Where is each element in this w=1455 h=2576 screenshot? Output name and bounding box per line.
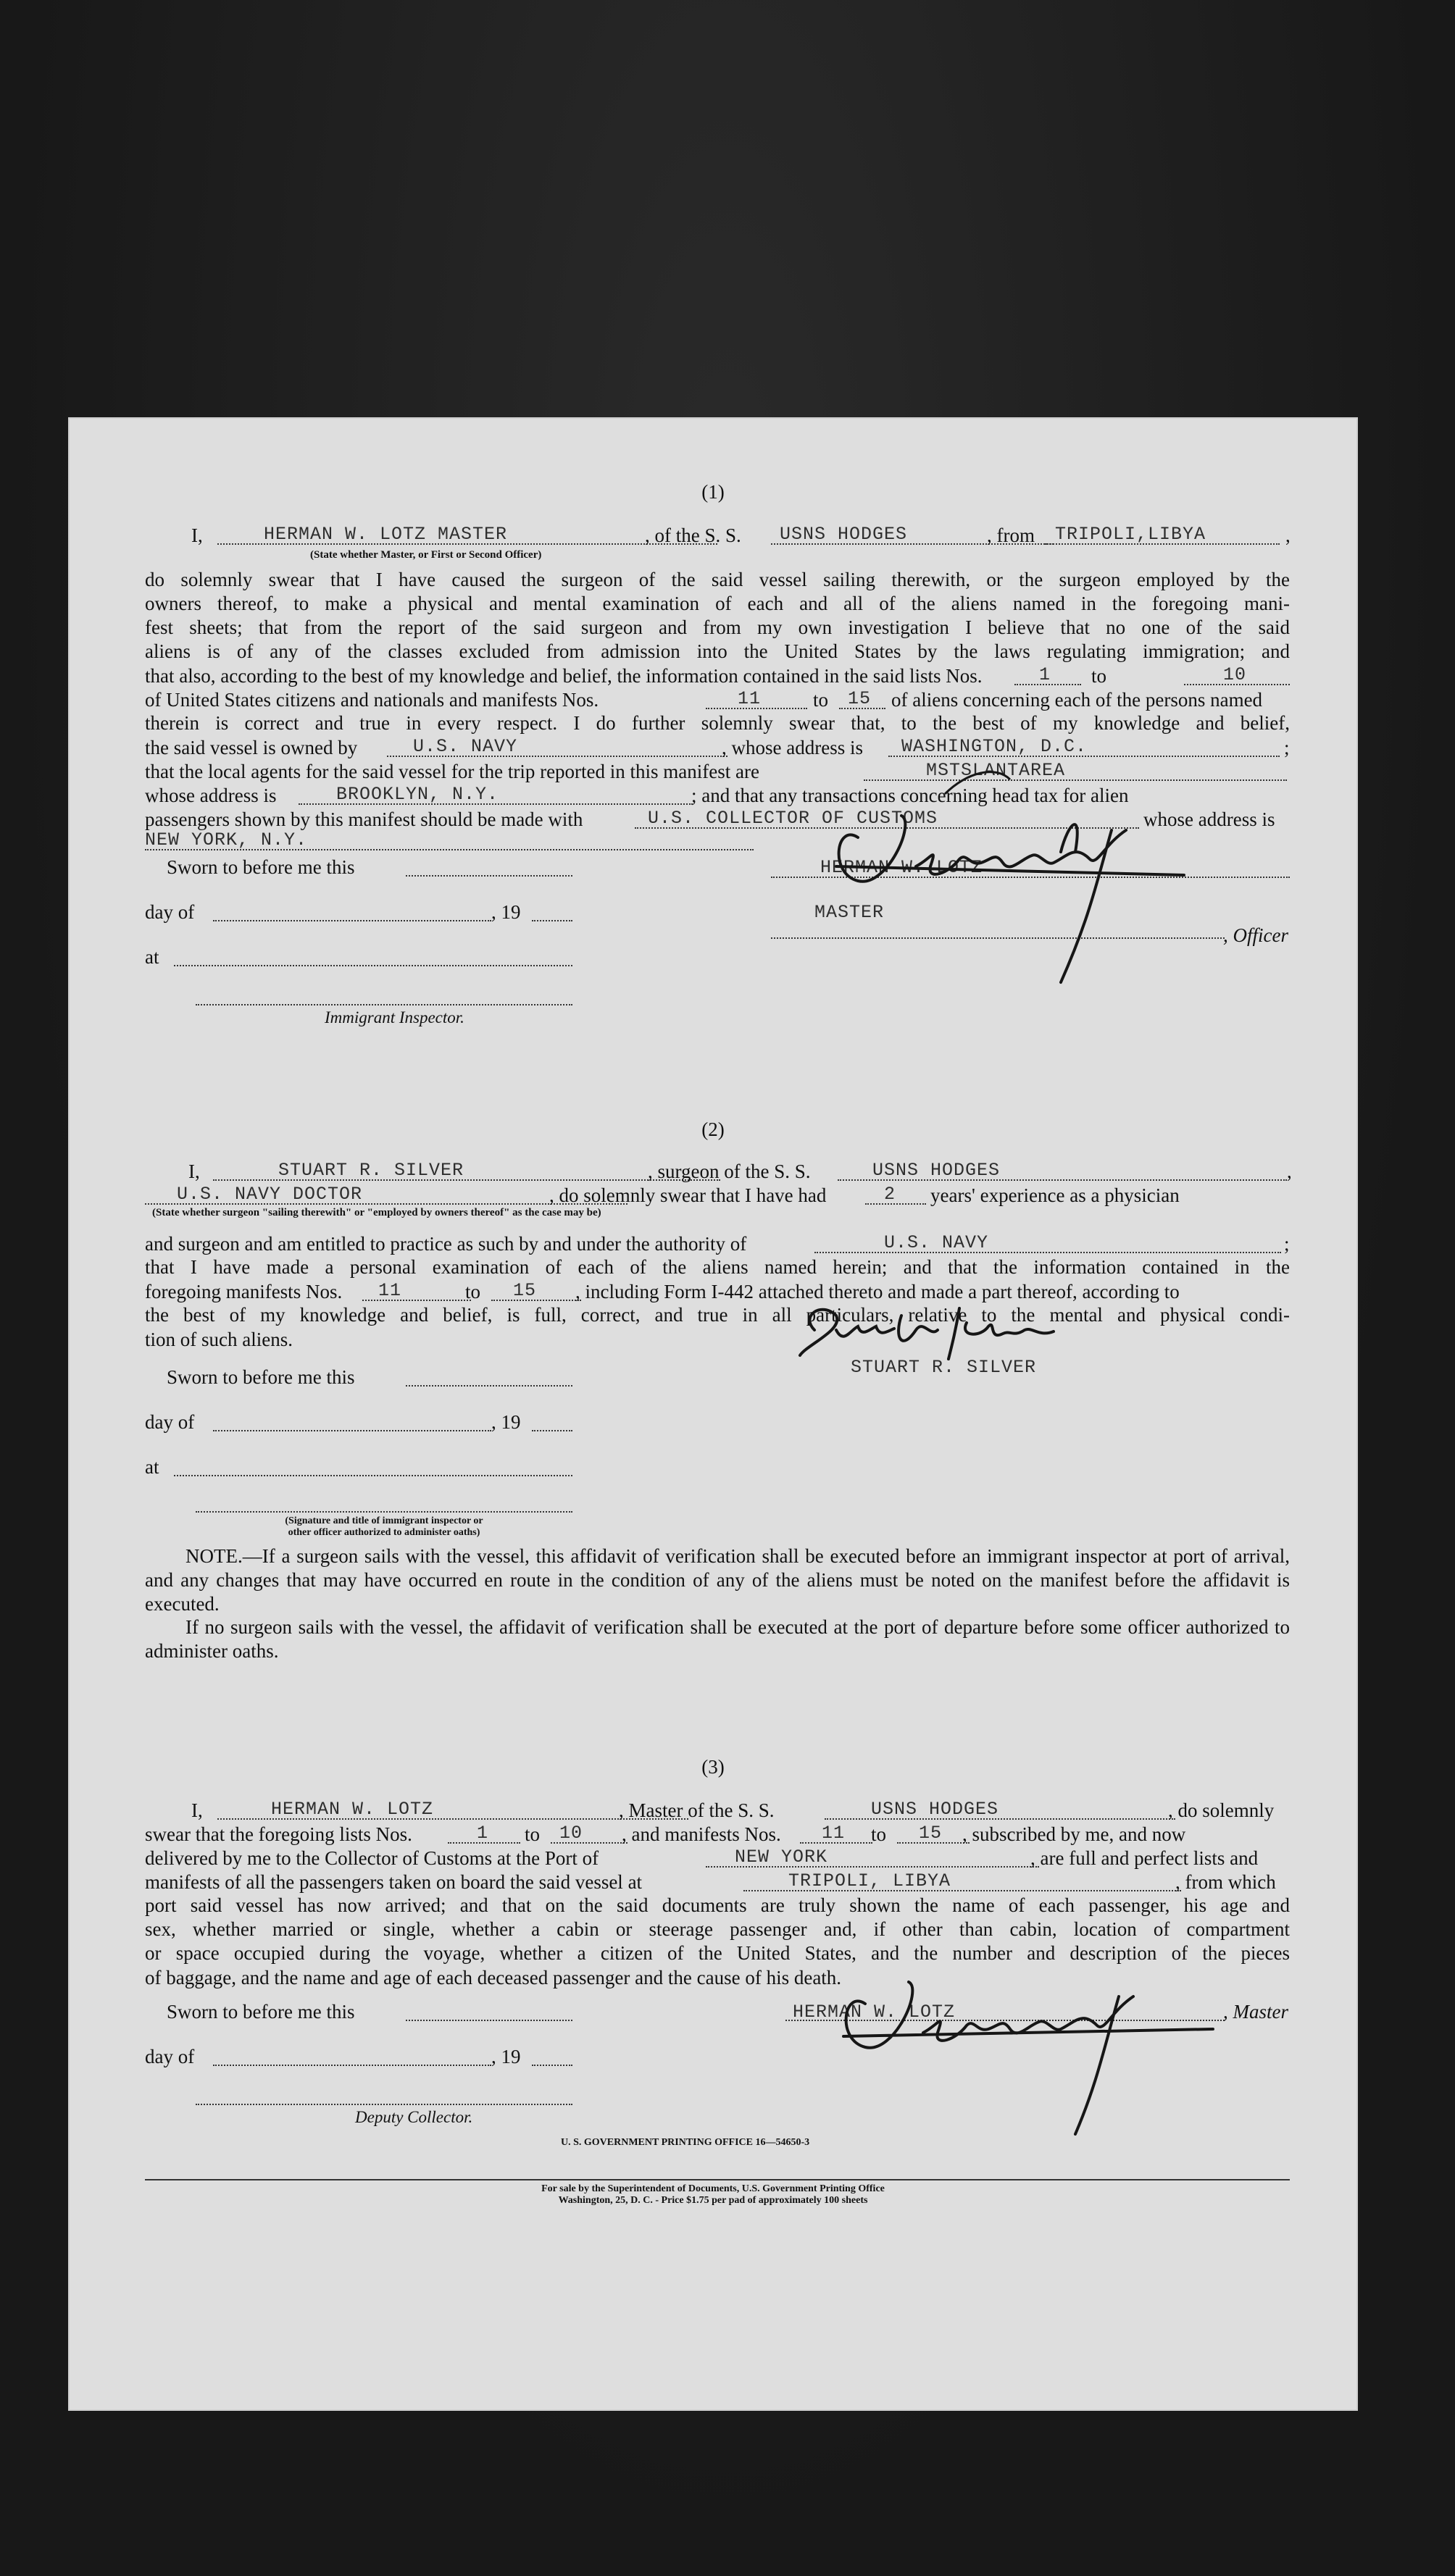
s2-nineteen: , 19: [491, 1411, 521, 1433]
s3-man-from: 11: [822, 1823, 846, 1844]
s1-i: I,: [191, 524, 203, 546]
s2-authority: U.S. NAVY: [884, 1232, 989, 1253]
s2-comma: ,: [1287, 1161, 1292, 1182]
s2-years: 2: [884, 1184, 896, 1205]
s3-line4b: , from which: [1175, 1871, 1276, 1893]
s2-sworn-line: [406, 1385, 572, 1387]
note-text-1: NOTE.—If a surgeon sails with the vessel, this affidavit of verification shall be executed before an immigrant inspector at port of arrival, and any changes that may have occurred en route in the condition of any of the aliens must be noted on the manifest before the affidavit is executed.: [145, 1545, 1290, 1615]
s3-master-of: , Master of the S. S.: [619, 1799, 775, 1821]
s3-sworn-line: [406, 2020, 572, 2021]
s3-line4a: manifests of all the passengers taken on board the said vessel at: [145, 1871, 643, 1893]
s1-inspector: Immigrant Inspector.: [325, 1008, 464, 1026]
s2-line1c: years' experience as a physician: [930, 1184, 1180, 1206]
s1-line3: fest sheets; that from the report of the said surgeon and from my own investigation I believe that no one of the said: [145, 616, 1290, 638]
s2-line4a: foregoing manifests Nos.: [145, 1281, 343, 1302]
s3-line8: of baggage, and the name and age of each deceased passenger and the cause of his death.: [145, 1967, 842, 1989]
s1-semicolon: ;: [1284, 737, 1290, 758]
s2-day-line: [213, 1430, 491, 1431]
s3-to-2: to: [871, 1823, 887, 1845]
s2-sworn: Sworn to before me this: [167, 1366, 355, 1388]
s3-line3a: delivered by me to the Collector of Customs at the Port of: [145, 1847, 599, 1869]
s2-line5: the best of my knowledge and belief, is full, correct, and true in all particulars, relative to the mental and physical condi-: [145, 1304, 1290, 1326]
s1-line6a: of United States citizens and nationals and manifests Nos.: [145, 689, 599, 711]
s2-typed-name: STUART R. SILVER: [851, 1357, 1037, 1378]
s3-line2b: , and manifests Nos.: [622, 1823, 781, 1845]
s1-line11b: whose address is: [1143, 808, 1275, 830]
s1-agents: MSTSLANTAREA: [926, 760, 1066, 781]
footer-line-1: For sale by the Superintendent of Documents, U.S. Government Printing Office: [541, 2183, 885, 2194]
s1-to-2: to: [813, 689, 829, 711]
s2-caption2a: (Signature and title of immigrant inspector or: [285, 1515, 483, 1526]
s1-sworn: Sworn to before me this: [167, 856, 355, 878]
s3-line2a: swear that the foregoing lists Nos.: [145, 1823, 412, 1845]
s1-line10a: whose address is: [145, 785, 277, 806]
s3-lists-to: 10: [559, 1823, 583, 1844]
s2-vessel: USNS HODGES: [872, 1160, 1001, 1181]
s2-line1b: , do solemnly swear that I have had: [549, 1184, 827, 1206]
s1-typed-title: MASTER: [814, 902, 885, 923]
s2-i: I,: [188, 1161, 200, 1182]
master-signature-2: [785, 1946, 1235, 2141]
s1-of-ss: , of the S. S.: [645, 524, 741, 546]
s1-typed-name: HERMAN W. LOTZ: [820, 857, 983, 878]
section-3-number: (3): [701, 1756, 725, 1778]
s2-man-from: 11: [378, 1280, 402, 1301]
s2-line2a: and surgeon and am entitled to practice as such by and under the authority of: [145, 1233, 747, 1255]
s1-line11a: passengers shown by this manifest should be made with: [145, 808, 583, 830]
s3-nineteen: , 19: [491, 2046, 521, 2067]
s1-day-of: day of: [145, 901, 195, 923]
s1-line8b: , whose address is: [722, 737, 863, 758]
s1-line9a: that the local agents for the said vessel for the trip reported in this manifest are: [145, 761, 759, 782]
s2-line6: tion of such aliens.: [145, 1329, 293, 1350]
s2-semicolon: ;: [1284, 1233, 1290, 1255]
s3-master: , Master: [1223, 2001, 1288, 2023]
gpo-imprint: U. S. GOVERNMENT PRINTING OFFICE 16—54650-3: [561, 2137, 810, 2148]
s1-man-from: 11: [738, 688, 762, 709]
s3-line3b: , are full and perfect lists and: [1030, 1847, 1259, 1869]
s1-line1: do solemnly swear that I have caused the surgeon of the said vessel sailing therewith, or the surgeon employed by the: [145, 569, 1290, 590]
s3-i: I,: [191, 1799, 203, 1821]
s1-from: , from: [987, 524, 1035, 546]
s1-lists-to: 10: [1223, 664, 1247, 685]
s3-port-from: TRIPOLI, LIBYA: [788, 1870, 951, 1891]
s3-man-to: 15: [919, 1823, 943, 1844]
master-signature: [749, 758, 1227, 1004]
s1-officer: , Officer: [1223, 924, 1288, 946]
s2-at: at: [145, 1456, 159, 1478]
s1-nineteen: , 19: [491, 901, 521, 923]
s2-line3: that I have made a personal examination of each of the aliens named herein; and that the information contained in the: [145, 1256, 1290, 1278]
s1-year-line: [532, 920, 572, 921]
footer-line-2: Washington, 25, D. C. - Price $1.75 per pad of approximately 100 sheets: [558, 2195, 868, 2206]
s3-line7: or space occupied during the voyage, whether a citizen of the United States, and the number and description of the pieces: [145, 1942, 1290, 1964]
s2-line4b: , including Form I-442 attached thereto and made a part thereof, according to: [575, 1281, 1180, 1302]
s3-lists-from: 1: [477, 1823, 489, 1844]
s2-status: U.S. NAVY DOCTOR: [177, 1184, 363, 1205]
section-2-number: (2): [701, 1118, 725, 1140]
s2-man-to: 15: [513, 1280, 537, 1301]
s2-to: to: [465, 1281, 481, 1302]
note-paragraph-2: [145, 1615, 1290, 1663]
s3-day-of: day of: [145, 2046, 195, 2067]
s1-line7: therein is correct and true in every respect. I do further solemnly swear that, to the best of my knowledge and belief,: [145, 712, 1290, 734]
s3-master-name: HERMAN W. LOTZ: [271, 1799, 434, 1820]
s3-day-line: [213, 2065, 491, 2066]
s3-typed-name: HERMAN W. LOTZ: [793, 2002, 956, 2023]
s1-day-line: [213, 920, 491, 921]
s3-line5: port said vessel has now arrived; and that on the said documents are truly shown the name of each passenger, his age and: [145, 1894, 1290, 1916]
note-paragraph-1: [145, 1544, 1290, 1616]
s1-owner: U.S. NAVY: [413, 736, 518, 757]
s3-line2c: , subscribed by me, and now: [962, 1823, 1186, 1845]
s1-agents-addr: BROOKLYN, N.Y.: [336, 784, 499, 805]
s1-collector: U.S. COLLECTOR OF CUSTOMS: [648, 808, 938, 829]
s1-at: at: [145, 946, 159, 968]
s2-at-line: [174, 1475, 572, 1476]
s1-line6b: of aliens concerning each of the persons named: [891, 689, 1263, 711]
s3-port: NEW YORK: [735, 1847, 828, 1868]
s2-caption2b: other officer authorized to administer oaths): [288, 1527, 480, 1538]
manifest-page: [68, 417, 1358, 2411]
s1-comma: ,: [1285, 524, 1291, 546]
s3-line1c: , do solemnly: [1168, 1799, 1275, 1821]
s1-sworn-line: [406, 875, 572, 877]
s3-year-line: [532, 2065, 572, 2066]
section-1-number: (1): [701, 481, 725, 503]
s2-surgeon-of: , surgeon of the S. S.: [648, 1161, 811, 1182]
s1-to: to: [1091, 665, 1107, 687]
s3-line6: sex, whether married or single, whether a cabin or steerage passenger and, if other than cabin, location of compartment: [145, 1918, 1290, 1940]
s1-owner-addr: WASHINGTON, D.C.: [901, 736, 1088, 757]
s1-lists-from: 1: [1039, 664, 1051, 685]
s1-vessel: USNS HODGES: [780, 524, 908, 545]
s2-caption: (State whether surgeon "sailing therewith" or "employed by owners thereof" as the case may be): [152, 1207, 601, 1218]
s2-surgeon-name: STUART R. SILVER: [278, 1160, 464, 1181]
footer-rule: [145, 2179, 1290, 2180]
s2-officer-line: [196, 1511, 572, 1513]
note-text-2: If no surgeon sails with the vessel, the affidavit of verification shall be executed at the port of departure before some officer authorized to administer oaths.: [145, 1616, 1290, 1662]
s2-day-of: day of: [145, 1411, 195, 1433]
s2-year-line: [532, 1430, 572, 1431]
s1-master-name: HERMAN W. LOTZ MASTER: [264, 524, 508, 545]
s3-to: to: [525, 1823, 541, 1845]
s3-collector: Deputy Collector.: [355, 2108, 473, 2126]
s1-at-line: [174, 965, 572, 966]
s3-sworn: Sworn to before me this: [167, 2001, 355, 2023]
s1-line10b: ; and that any transactions concerning head tax for alien: [691, 785, 1129, 806]
s1-line4: aliens is of any of the classes excluded from admission into the United States by the laws regulating immigration; and: [145, 640, 1290, 662]
s1-port-from: TRIPOLI,LIBYA: [1055, 524, 1206, 545]
s1-line2: owners thereof, to make a physical and mental examination of each and all of the aliens named in the foregoing mani-: [145, 593, 1290, 614]
s1-collector-addr: NEW YORK, N.Y.: [145, 829, 308, 850]
s1-caption: (State whether Master, or First or Second Officer): [310, 549, 542, 561]
s1-line5a: that also, according to the best of my knowledge and belief, the information contained in the said lists Nos.: [145, 665, 983, 687]
s1-man-to: 15: [848, 688, 872, 709]
s3-vessel: USNS HODGES: [871, 1799, 999, 1820]
s1-line8a: the said vessel is owned by: [145, 737, 358, 758]
